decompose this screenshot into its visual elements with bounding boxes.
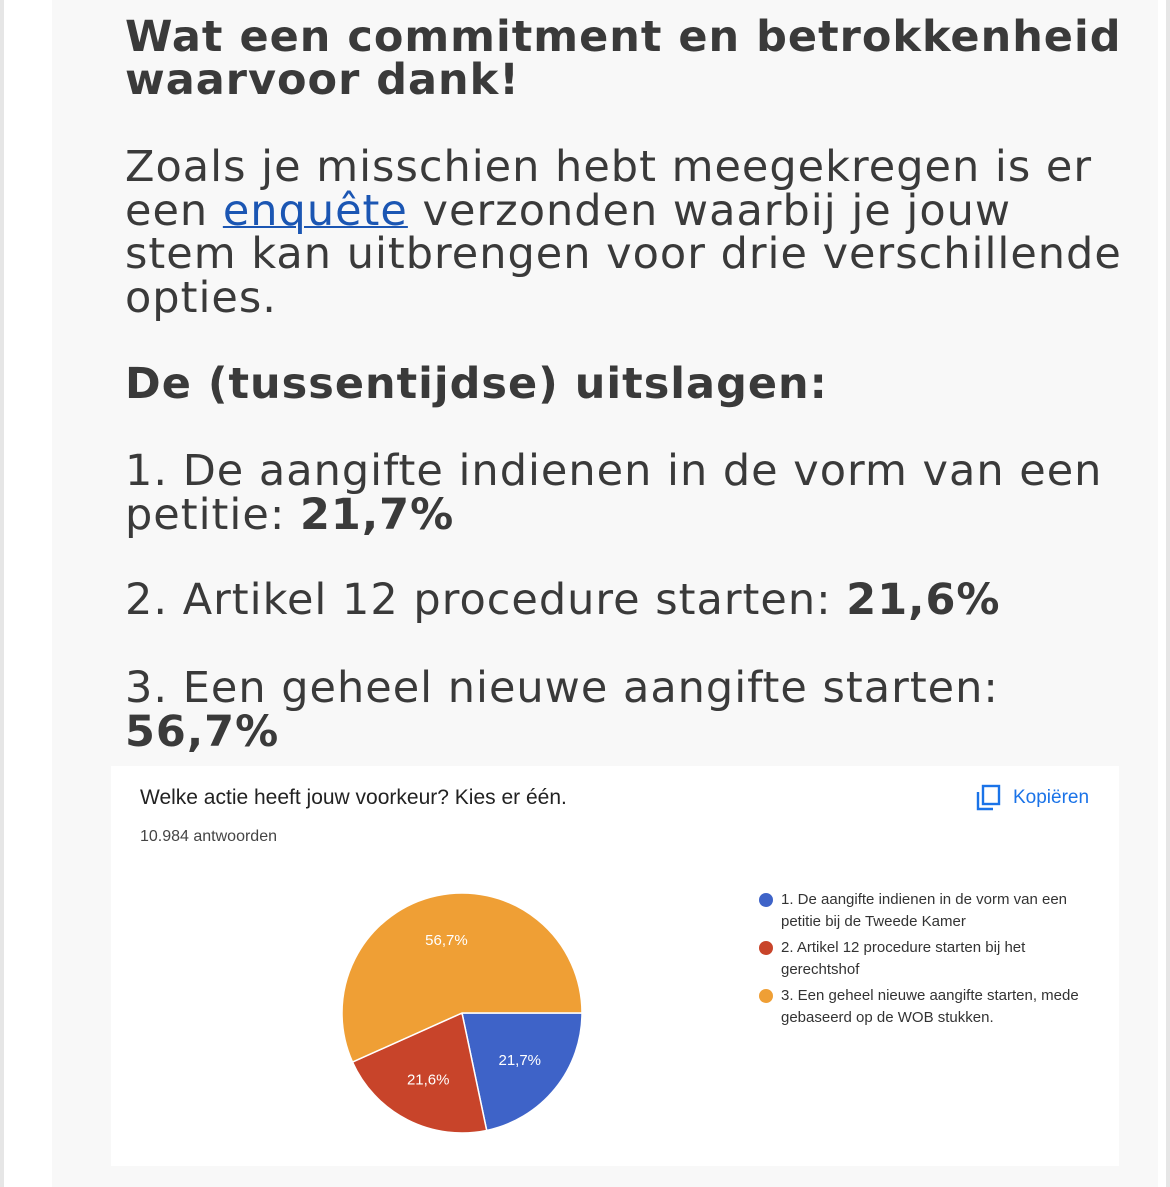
- result-item: [125, 446, 1125, 540]
- intro-text-start: Zoals je misschien hebt meegekregen is er een: [125, 142, 1093, 236]
- result-item: [125, 663, 1125, 757]
- result-value: 21,7%: [299, 489, 455, 540]
- pie-slice-label: 56,7%: [425, 932, 468, 950]
- response-count: 10.984 antwoorden: [140, 828, 277, 845]
- survey-link[interactable]: enquête: [222, 185, 408, 236]
- copy-icon: [973, 783, 1003, 813]
- legend-item: [759, 889, 1089, 933]
- survey-question: Welke actie heeft jouw voorkeur? Kies er één.: [140, 786, 567, 809]
- copy-label: Kopiëren: [1013, 787, 1090, 808]
- legend-label: 3. Een geheel nieuwe aangifte starten, mede gebaseerd op de WOB stukken.: [781, 987, 1079, 1026]
- legend-color-dot: [759, 941, 773, 955]
- legend-item: [759, 937, 1089, 981]
- result-value: 56,7%: [125, 706, 280, 757]
- pie-chart: [337, 888, 587, 1138]
- legend-label: 2. Artikel 12 procedure starten bij het gerechtshof: [781, 939, 1026, 978]
- legend-color-dot: [759, 893, 773, 907]
- result-label: 1. De aangifte indienen in de vorm van een petitie:: [125, 446, 1103, 540]
- intro-text-end: verzonden waarbij je jouw stem kan uitbrengen voor drie verschillende opties.: [125, 185, 1122, 323]
- left-border: [0, 0, 4, 1187]
- legend-color-dot: [759, 989, 773, 1003]
- result-value: 21,6%: [846, 575, 1001, 625]
- result-label: 2. Artikel 12 procedure starten:: [125, 575, 847, 625]
- legend-item: [759, 985, 1089, 1029]
- right-border: [1166, 0, 1170, 1187]
- result-item: [125, 575, 1125, 625]
- copy-button[interactable]: [973, 782, 1089, 814]
- survey-results-card: [111, 766, 1119, 1166]
- pie-slice-label: 21,6%: [406, 1071, 450, 1089]
- results-title: De (tussentijdse) uitslagen:: [125, 359, 828, 409]
- article-headline: Wat een commitment en betrokkenheid waarvoor dank!: [125, 12, 1122, 105]
- legend-label: 1. De aangifte indienen in de vorm van een petitie bij de Tweede Kamer: [781, 891, 1068, 930]
- chart-legend: [759, 889, 1089, 1033]
- article-intro: [125, 142, 1125, 323]
- result-label: 3. Een geheel nieuwe aangifte starten:: [125, 663, 999, 713]
- pie-slice-label: 21,7%: [498, 1051, 542, 1069]
